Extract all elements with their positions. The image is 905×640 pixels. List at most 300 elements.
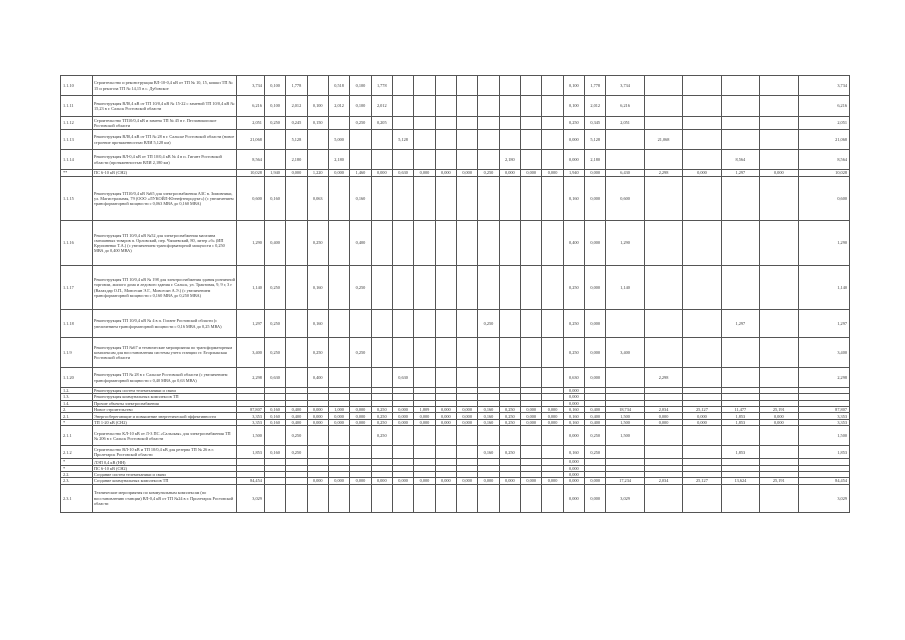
table-row: [61, 221, 850, 266]
row-cell: 0,000: [371, 170, 392, 177]
row-cell: [392, 76, 413, 96]
row-cell: [683, 96, 721, 117]
row-cell: [456, 177, 477, 221]
row-cell: 0,000: [563, 388, 584, 394]
row-cell: [521, 338, 542, 368]
row-cell: [606, 150, 644, 170]
row-cell: 0,250: [286, 426, 307, 446]
row-cell: 5,000: [328, 130, 349, 150]
row-cell: 1,460: [350, 170, 371, 177]
row-cell: [456, 338, 477, 368]
row-cell: [644, 177, 682, 221]
row-cell: 0,000: [542, 420, 563, 426]
row-description: ТП 1-20 кВ (СН2): [93, 420, 237, 426]
row-cell: 1,853: [721, 446, 759, 459]
row-cell: 0,250: [499, 446, 520, 459]
row-description: Реконструкция ВЛ0,4 кВ от ТП № 28 в г. Сальске Ростовской области (новое строение протяженностью ВЛИ 5,128 км): [93, 130, 237, 150]
row-cell: [435, 177, 456, 221]
row-cell: 0,000: [328, 478, 349, 484]
row-description: Реконструкция ТП10/0,4 кВ №65 для электроснабжения АЗС в. Зимовники, ул. Магистральная, 79 (ООО «ЛУКОЙЛ-Югнефтепродукт») (с увеличением трансформаторной мощности с 0,063 МВА до 0,160 МВА): [93, 177, 237, 221]
row-cell: [542, 310, 563, 338]
row-cell: 0,250: [307, 221, 328, 266]
row-cell: 1,940: [264, 170, 285, 177]
row-cell: 0,000: [435, 420, 456, 426]
row-description: Строительство и реконструкция ВЛ-10-0,4 кВ от ТП № 10, 15, кошкп ТП № 15 и реклгоза ТП № 14,15 в с. Дубовское: [93, 76, 237, 96]
row-cell: 1,853: [721, 420, 759, 426]
row-code: 1.1.12: [61, 117, 93, 130]
table-row: [61, 170, 850, 177]
row-cell: 0,000: [542, 478, 563, 484]
row-cell: 10,028: [798, 170, 850, 177]
row-cell: [435, 221, 456, 266]
row-cell: [760, 266, 798, 310]
row-cell: 0,400: [563, 221, 584, 266]
row-cell: 1,290: [237, 221, 265, 266]
row-cell: [499, 368, 520, 388]
row-cell: [499, 338, 520, 368]
row-cell: 2,298: [237, 368, 265, 388]
row-cell: [350, 368, 371, 388]
row-description: ПС 6-10 кВ (СН2): [93, 465, 237, 471]
row-cell: [392, 426, 413, 446]
row-cell: 1,140: [237, 266, 265, 310]
row-cell: [644, 310, 682, 338]
row-description: Технические мероприятия по коммунальным комплексам (по восстановлению станции) ВЛ-0,4 кВ от ТП №24 в г. Пролетарск Ростовской области: [93, 484, 237, 512]
row-cell: 0,000: [350, 413, 371, 420]
row-cell: 3,734: [798, 76, 850, 96]
row-cell: [521, 266, 542, 310]
row-cell: 1,297: [721, 170, 759, 177]
row-cell: 2,298: [644, 170, 682, 177]
row-cell: 5,128: [286, 130, 307, 150]
table-row: [61, 96, 850, 117]
row-cell: [456, 368, 477, 388]
row-cell: [760, 368, 798, 388]
row-code: 1.1.16: [61, 221, 93, 266]
row-code: 2.3.1: [61, 484, 93, 512]
row-cell: 3,353: [237, 420, 265, 426]
row-cell: 0,000: [328, 413, 349, 420]
row-cell: [414, 96, 435, 117]
row-cell: [760, 150, 798, 170]
table-row: [61, 117, 850, 130]
row-cell: 0,150: [307, 117, 328, 130]
row-cell: 0,000: [563, 394, 584, 400]
row-cell: [521, 177, 542, 221]
row-cell: 0,000: [371, 478, 392, 484]
table-row: [61, 150, 850, 170]
row-cell: [392, 96, 413, 117]
row-cell: [478, 368, 499, 388]
row-cell: 0,000: [499, 478, 520, 484]
row-cell: [644, 266, 682, 310]
row-cell: 0,000: [644, 413, 682, 420]
row-cell: 0,000: [456, 406, 477, 412]
row-description: Реконструкция ВЛ0,4 кВ от ТП 10/0,4 кВ № 15-22 с заменой ТП 10/0,4 кВ № 15,23 в г. Сальск Ростовской области: [93, 96, 237, 117]
row-description: Строительство КЛ-10 кВ от Л-3 ПС «Сальская» для электроснабжения ТП № 206 в г. Сальск Ростовской области: [93, 426, 237, 446]
row-code: 2.3.: [61, 478, 93, 484]
row-cell: 84,454: [237, 478, 265, 484]
row-cell: 8,564: [721, 150, 759, 170]
row-cell: [392, 117, 413, 130]
row-cell: [606, 446, 644, 459]
row-code: 2.1.: [61, 413, 93, 420]
row-cell: 1,500: [606, 426, 644, 446]
row-cell: [542, 484, 563, 512]
row-cell: [371, 266, 392, 310]
row-cell: 0,100: [563, 96, 584, 117]
row-cell: [392, 446, 413, 459]
row-cell: 21,068: [798, 130, 850, 150]
row-cell: [683, 117, 721, 130]
row-cell: 0,160: [350, 177, 371, 221]
row-cell: [456, 76, 477, 96]
row-cell: 0,400: [585, 406, 606, 412]
row-cell: [456, 484, 477, 512]
row-cell: [414, 310, 435, 338]
row-cell: 2,012: [328, 96, 349, 117]
row-description: ЛЭП 0,4 кВ (НН): [93, 459, 237, 465]
row-cell: [414, 266, 435, 310]
row-cell: [521, 76, 542, 96]
row-cell: [328, 484, 349, 512]
row-cell: 0,160: [307, 310, 328, 338]
row-cell: [307, 76, 328, 96]
row-cell: 0,160: [478, 413, 499, 420]
row-cell: 0,000: [521, 170, 542, 177]
row-cell: 2,180: [328, 150, 349, 170]
row-cell: [286, 310, 307, 338]
row-cell: [478, 130, 499, 150]
row-cell: 0,250: [371, 420, 392, 426]
row-cell: [683, 310, 721, 338]
row-cell: [478, 484, 499, 512]
row-cell: [521, 150, 542, 170]
row-cell: [435, 426, 456, 446]
row-cell: 0,160: [563, 420, 584, 426]
row-cell: [760, 96, 798, 117]
row-cell: 0,250: [350, 338, 371, 368]
row-cell: [521, 484, 542, 512]
row-cell: [350, 426, 371, 446]
row-cell: [721, 96, 759, 117]
row-cell: 1,000: [328, 406, 349, 412]
row-cell: [414, 484, 435, 512]
row-cell: 3,353: [798, 413, 850, 420]
row-cell: [328, 446, 349, 459]
row-description: Новое строительство: [93, 406, 237, 412]
row-cell: 10,028: [237, 170, 265, 177]
row-cell: [644, 96, 682, 117]
row-cell: 0,250: [478, 310, 499, 338]
row-cell: 25,127: [683, 478, 721, 484]
row-cell: 0,000: [328, 420, 349, 426]
row-cell: 6,216: [237, 96, 265, 117]
row-cell: [644, 117, 682, 130]
row-cell: [414, 76, 435, 96]
row-code: **: [61, 170, 93, 177]
row-cell: [435, 266, 456, 310]
row-cell: 0,100: [264, 96, 285, 117]
row-cell: 0,630: [392, 368, 413, 388]
row-cell: 1,500: [606, 413, 644, 420]
row-cell: [456, 130, 477, 150]
row-cell: 0,000: [307, 478, 328, 484]
row-cell: 0,000: [585, 266, 606, 310]
row-code: 2.1.1: [61, 426, 93, 446]
row-cell: [542, 117, 563, 130]
row-cell: 2,180: [499, 150, 520, 170]
row-cell: 0,345: [585, 117, 606, 130]
row-cell: [456, 150, 477, 170]
row-cell: [760, 177, 798, 221]
row-cell: [499, 484, 520, 512]
row-description: Реконструкция ТП 10/0,4 кВ №52 для электроснабжения магазина смешанных товаров п. Орловский, пер. Чапаевский, 80, литер «б» (ИП Крупиненко Т.А.) (с увеличением трансформаторной мощности с 0,250 МВА до 0,400 МВА): [93, 221, 237, 266]
row-cell: 0,000: [328, 170, 349, 177]
row-cell: 2,180: [286, 150, 307, 170]
row-cell: [606, 130, 644, 150]
row-cell: [542, 221, 563, 266]
row-code: 2.: [61, 406, 93, 412]
row-cell: [760, 484, 798, 512]
row-cell: [456, 117, 477, 130]
row-cell: 1,778: [585, 76, 606, 96]
row-cell: [371, 177, 392, 221]
row-cell: 3,353: [798, 420, 850, 426]
row-cell: 3,353: [237, 413, 265, 420]
row-cell: 1,809: [414, 406, 435, 412]
row-cell: [371, 150, 392, 170]
row-cell: 0,000: [414, 420, 435, 426]
row-cell: [435, 446, 456, 459]
row-cell: [683, 338, 721, 368]
row-cell: [328, 368, 349, 388]
row-cell: 0,000: [760, 413, 798, 420]
row-cell: [499, 426, 520, 446]
row-cell: 8,564: [798, 150, 850, 170]
row-cell: 0,250: [371, 426, 392, 446]
row-cell: [328, 221, 349, 266]
row-cell: [350, 130, 371, 150]
row-cell: 0,000: [350, 478, 371, 484]
row-cell: [499, 130, 520, 150]
row-cell: [683, 221, 721, 266]
row-cell: [521, 310, 542, 338]
row-cell: 0,250: [264, 117, 285, 130]
row-cell: 25,191: [760, 406, 798, 412]
row-cell: [542, 96, 563, 117]
row-cell: 0,000: [521, 406, 542, 412]
row-cell: 0,250: [563, 266, 584, 310]
row-cell: [683, 446, 721, 459]
row-cell: [644, 150, 682, 170]
row-cell: 0,205: [371, 117, 392, 130]
row-cell: [521, 426, 542, 446]
row-cell: 0,160: [264, 413, 285, 420]
row-cell: 0,100: [307, 96, 328, 117]
row-cell: 0,000: [563, 465, 584, 471]
row-cell: 0,600: [798, 177, 850, 221]
row-cell: 0,250: [264, 310, 285, 338]
row-cell: 3,734: [237, 76, 265, 96]
row-cell: [392, 310, 413, 338]
row-cell: [371, 130, 392, 150]
row-cell: 0,400: [307, 368, 328, 388]
row-cell: 0,000: [392, 406, 413, 412]
row-cell: [307, 484, 328, 512]
row-cell: [371, 368, 392, 388]
row-cell: 0,250: [307, 338, 328, 368]
row-cell: [542, 426, 563, 446]
row-cell: [478, 150, 499, 170]
row-cell: [683, 177, 721, 221]
row-cell: [350, 484, 371, 512]
row-cell: 0,000: [456, 478, 477, 484]
row-cell: [264, 150, 285, 170]
table-row: [61, 177, 850, 221]
row-cell: [721, 266, 759, 310]
row-cell: [435, 368, 456, 388]
row-cell: 0,160: [563, 177, 584, 221]
row-cell: [521, 130, 542, 150]
row-cell: [606, 310, 644, 338]
row-cell: 1,853: [798, 446, 850, 459]
row-cell: [499, 177, 520, 221]
row-cell: 0,000: [585, 478, 606, 484]
row-cell: [760, 338, 798, 368]
row-cell: [721, 117, 759, 130]
row-description: Строительство ТП10/0,4 кВ и замена ТП № 45 в г. Песчанокопское Ростовской области: [93, 117, 237, 130]
row-cell: [721, 130, 759, 150]
row-cell: [435, 310, 456, 338]
row-cell: [286, 266, 307, 310]
row-cell: [478, 338, 499, 368]
investment-program-table: [60, 75, 850, 513]
row-cell: [721, 338, 759, 368]
row-cell: [264, 426, 285, 446]
row-cell: 0,000: [521, 420, 542, 426]
row-cell: 0,160: [563, 406, 584, 412]
row-cell: [683, 76, 721, 96]
row-cell: 0,400: [585, 420, 606, 426]
row-cell: 87,807: [237, 406, 265, 412]
row-cell: 0,400: [286, 413, 307, 420]
row-cell: 2,298: [644, 368, 682, 388]
row-cell: 0,000: [307, 406, 328, 412]
row-cell: 0,000: [521, 413, 542, 420]
row-cell: 0,000: [542, 170, 563, 177]
row-cell: 2,298: [798, 368, 850, 388]
row-cell: [307, 426, 328, 446]
row-description: Реконструкция ТП 10/0,4 кВ № 4 в п. Гигант Ростовской области (с увеличением трансформаторной мощности с 0,16 МВА до 0,25 МВА): [93, 310, 237, 338]
row-description: Создание систем телемеханики и связи: [93, 472, 237, 478]
row-cell: 1,140: [606, 266, 644, 310]
row-cell: [414, 150, 435, 170]
row-cell: 2,034: [644, 478, 682, 484]
row-cell: 0,000: [585, 310, 606, 338]
table-row: [61, 413, 850, 420]
row-cell: [350, 310, 371, 338]
row-cell: 0,000: [435, 406, 456, 412]
row-cell: [683, 130, 721, 150]
row-cell: [414, 117, 435, 130]
table-row: [61, 76, 850, 96]
row-cell: [478, 426, 499, 446]
row-cell: 1,297: [721, 310, 759, 338]
row-code: 2.1.2: [61, 446, 93, 459]
row-cell: 8,564: [237, 150, 265, 170]
row-cell: [478, 117, 499, 130]
row-cell: [392, 150, 413, 170]
row-cell: 0,000: [683, 420, 721, 426]
row-cell: 0,518: [328, 76, 349, 96]
row-cell: [328, 266, 349, 310]
row-cell: [414, 446, 435, 459]
row-cell: 1,853: [237, 446, 265, 459]
row-cell: 0,000: [683, 170, 721, 177]
row-code: 1.4.: [61, 400, 93, 406]
row-code: 1.1.13: [61, 130, 93, 150]
row-code: 1.1.20: [61, 368, 93, 388]
row-cell: 0,160: [478, 446, 499, 459]
row-cell: 0,000: [563, 459, 584, 465]
row-cell: 0,400: [350, 221, 371, 266]
row-cell: [414, 426, 435, 446]
row-cell: 17,234: [606, 478, 644, 484]
row-cell: 3,400: [798, 338, 850, 368]
row-cell: 2,012: [585, 96, 606, 117]
row-cell: 3,029: [798, 484, 850, 512]
row-cell: [721, 426, 759, 446]
row-cell: 0,630: [392, 170, 413, 177]
row-cell: 0,100: [350, 96, 371, 117]
row-cell: 0,250: [499, 406, 520, 412]
row-cell: [760, 221, 798, 266]
table-body: [61, 76, 850, 513]
row-cell: 0,250: [478, 170, 499, 177]
row-cell: [721, 177, 759, 221]
row-cell: [435, 76, 456, 96]
row-code: *: [61, 465, 93, 471]
table-row: [61, 266, 850, 310]
row-cell: 0,000: [392, 413, 413, 420]
row-cell: [542, 130, 563, 150]
row-description: Реконструкция систем телемеханики и связи: [93, 388, 237, 394]
row-code: 1.1.15: [61, 177, 93, 221]
row-cell: [456, 446, 477, 459]
row-cell: [606, 368, 644, 388]
row-cell: 0,000: [350, 420, 371, 426]
row-code: 1.1.17: [61, 266, 93, 310]
row-cell: [721, 221, 759, 266]
row-cell: [644, 446, 682, 459]
row-cell: [435, 484, 456, 512]
row-cell: 1,940: [563, 170, 584, 177]
row-cell: 0,000: [585, 177, 606, 221]
row-cell: [760, 310, 798, 338]
row-cell: [264, 130, 285, 150]
row-cell: [521, 368, 542, 388]
row-cell: 0,100: [350, 76, 371, 96]
row-cell: [435, 338, 456, 368]
row-cell: 0,600: [606, 177, 644, 221]
row-cell: [392, 177, 413, 221]
row-cell: [435, 150, 456, 170]
row-cell: [542, 150, 563, 170]
row-cell: 0,160: [563, 446, 584, 459]
row-cell: 0,100: [563, 76, 584, 96]
table-row: [61, 338, 850, 368]
